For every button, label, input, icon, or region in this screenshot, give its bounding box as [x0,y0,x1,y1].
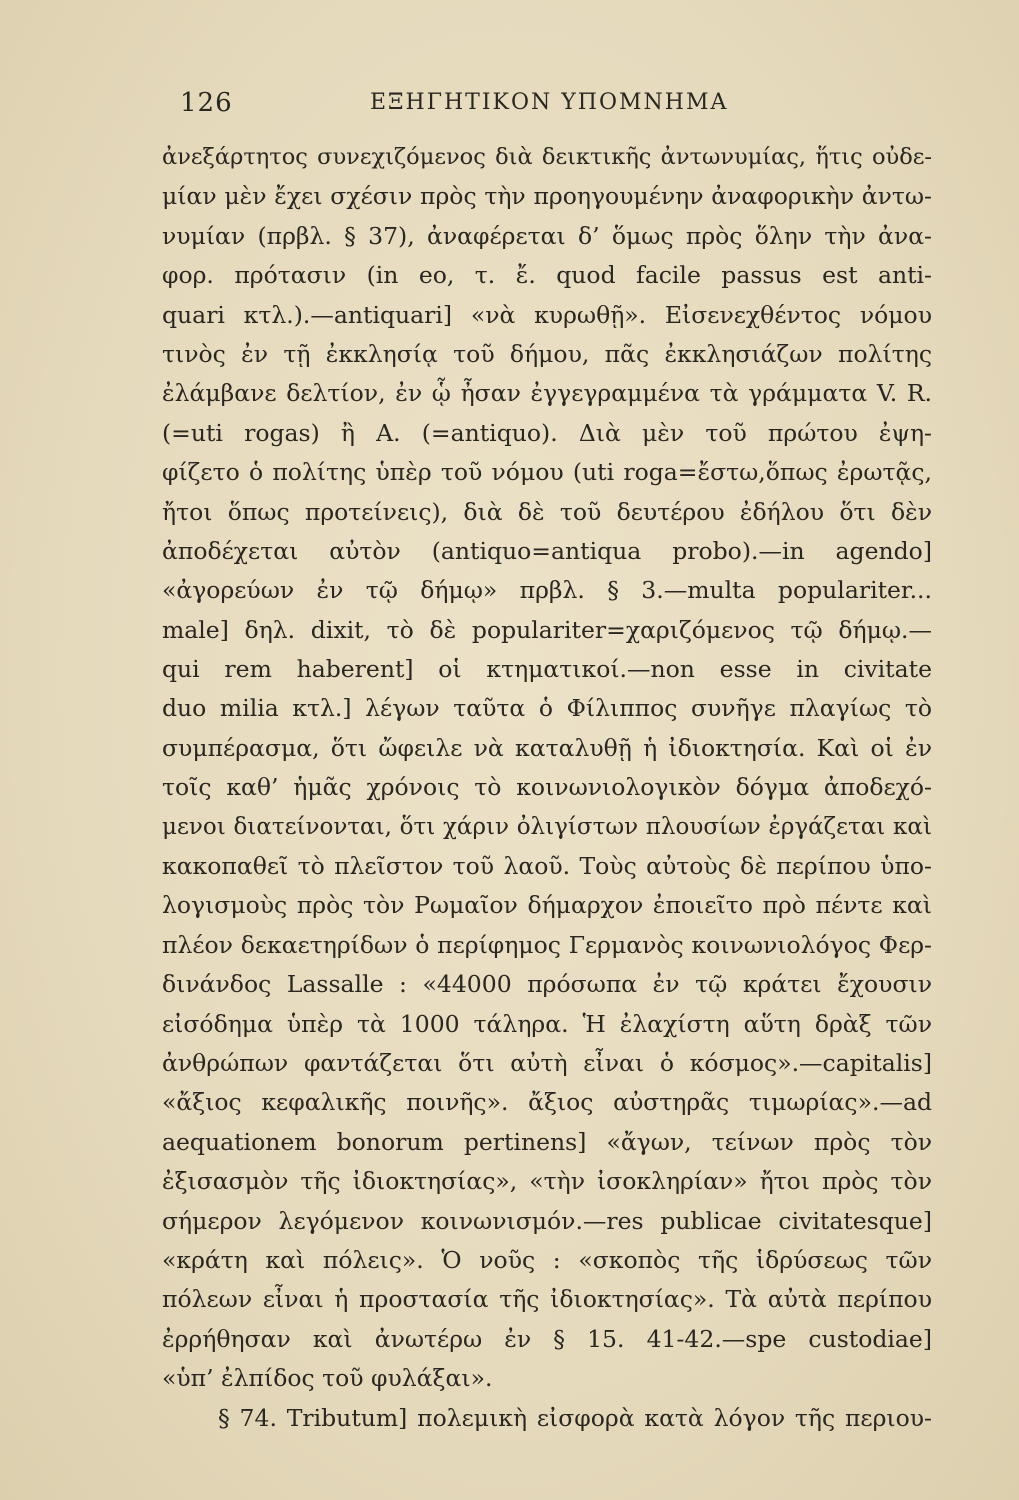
section-start-line: § 74. Tributum] πολεμικὴ εἰσφορὰ κατὰ λόγον τῆς περιου- [218,1403,932,1432]
text-line: συμπέρασμα, ὅτι ὤφειλε νὰ καταλυθῇ ἡ ἰδιοκτησία. Καὶ οἱ ἐν [162,733,932,762]
text-line: σήμερον λεγόμενον κοινωνισμόν.—res publicae civitatesque] [162,1206,932,1235]
text-line: «κράτη καὶ πόλεις». Ὁ νοῦς : «σκοπὸς τῆς ἱδρύσεως τῶν [162,1245,932,1274]
text-line: ἐλάμβανε δελτίον, ἐν ᾧ ἦσαν ἐγγεγραμμένα τὰ γράμματα V. R. [162,379,932,408]
text-line: ἀποδέχεται αὐτὸν (antiquo=antiqua probo).—in agendo] [162,536,932,565]
text-line: qui rem haberent] οἱ κτηματικοί.—non esse in civitate [162,655,932,684]
text-line: φίζετο ὁ πολίτης ὑπὲρ τοῦ νόμου (uti roga=ἔστω,ὅπως ἐρωτᾷς, [162,458,932,487]
text-line: aequationem bonorum pertinens] «ἄγων, τείνων πρὸς τὸν [162,1127,932,1156]
text-line: «ἄξιος κεφαλικῆς ποινῆς». ἄξιος αὐστηρᾶς τιμωρίας».—ad [162,1088,932,1117]
text-line: φορ. πρότασιν (in eo, τ. ἔ. quod facile passus est anti- [162,261,932,290]
text-line: ἤτοι ὅπως προτείνεις), διὰ δὲ τοῦ δευτέρου ἐδήλου ὅτι δὲν [162,497,932,526]
text-line: male] δηλ. dixit, τὸ δὲ populariter=χαριζόμενος τῷ δήμῳ.— [162,615,932,644]
text-line: δινάνδος Lassalle : «44000 πρόσωπα ἐν τῷ κράτει ἔχουσιν [162,970,932,999]
text-line: τοῖς καθ’ ἡμᾶς χρόνοις τὸ κοινωνιολογικὸν δόγμα ἀποδεχό- [162,773,932,802]
text-line: «ὑπ’ ἐλπίδος τοῦ φυλάξαι». [162,1364,493,1393]
text-line: quari κτλ.).—antiquari] «νὰ κυρωθῇ». Εἰσενεχθέντος νόμου [162,300,932,329]
text-line: ἐρρήθησαν καὶ ἀνωτέρω ἐν § 15. 41-42.—spe custodiae] [162,1324,932,1353]
page-header [180,88,940,128]
text-line: εἰσόδημα ὑπὲρ τὰ 1000 τάληρα. Ἡ ἐλαχίστη αὕτη δρὰξ τῶν [162,1009,932,1038]
text-line: ἀνεξάρτητος συνεχιζόμενος διὰ δεικτικῆς ἀντωνυμίας, ἥτις οὐδε- [162,144,932,170]
text-line: ἀνθρώπων φαντάζεται ὅτι αὐτὴ εἶναι ὁ κόσμος».—capitalis] [162,1048,932,1077]
text-line: νυμίαν (πρβλ. § 37), ἀναφέρεται δ’ ὅμως πρὸς ὅλην τὴν ἀνα- [162,221,932,250]
text-line: μίαν μὲν ἔχει σχέσιν πρὸς τὴν προηγουμένην ἀναφορικὴν ἀντω- [162,182,932,211]
text-line: μενοι διατείνονται, ὅτι χάριν ὀλιγίστων πλουσίων ἐργάζεται καὶ [162,813,932,840]
text-line: duo milia κτλ.] λέγων ταῦτα ὁ Φίλιππος συνῆγε πλαγίως τὸ [162,694,932,723]
text-line: (=uti rogas) ἢ A. (=antiquo). Διὰ μὲν τοῦ πρώτου ἐψη- [162,418,932,447]
text-line: πλέον δεκαετηρίδων ὁ περίφημος Γερμανὸς κοινωνιολόγος Φερ- [162,930,932,959]
text-line: ἐξισασμὸν τῆς ἰδιοκτησίας», «τὴν ἰσοκληρίαν» ἤτοι πρὸς τὸν [162,1167,932,1196]
body-text [162,138,932,1438]
text-line: τινὸς ἐν τῇ ἐκκλησίᾳ τοῦ δήμου, πᾶς ἐκκλησιάζων πολίτης [162,339,932,368]
page-number: 126 [180,88,233,118]
text-line: κακοπαθεῖ τὸ πλεῖστον τοῦ λαοῦ. Τοὺς αὐτοὺς δὲ περίπου ὑπο- [162,852,932,881]
text-line: πόλεων εἶναι ἡ προστασία τῆς ἰδιοκτησίας». Τὰ αὐτὰ περίπου [162,1285,932,1314]
text-line: «ἀγορεύων ἐν τῷ δήμῳ» πρβλ. § 3.—multa populariter... [162,576,932,605]
text-line: λογισμοὺς πρὸς τὸν Ρωμαῖον δήμαρχον ἐποιεῖτο πρὸ πέντε καὶ [162,891,932,920]
running-head: ΕΞΗΓΗΤΙΚΟΝ ΥΠΟΜΝΗΜΑ [370,90,729,115]
